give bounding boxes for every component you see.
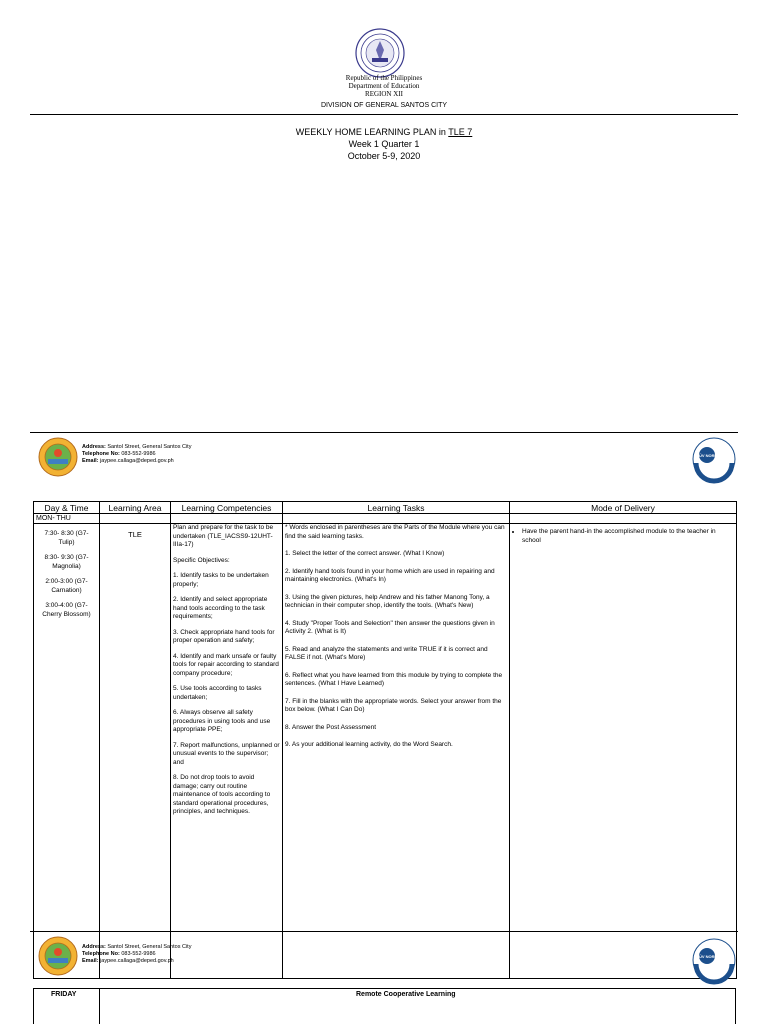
learning-plan-table <box>33 501 737 979</box>
task-item: 2. Identify hand tools found in your home which are used in repairing and maintaining electronics. (What's In) <box>285 567 495 583</box>
competency-item: 6. Always observe all safety procedures in using tools and use appropriate PPE; <box>173 709 271 733</box>
footer2-rule <box>30 931 738 932</box>
footer-telephone: Telephone No: 083-552-9986 <box>82 451 156 457</box>
time-slot: 7:30- 8:30 (G7- Tulip) <box>44 530 89 546</box>
footer2-email: Email: jaypee.callaga@deped.gov.ph <box>82 958 174 964</box>
deped-seal-logo <box>355 28 405 78</box>
time-slot: 3:00-4:00 (G7-Cherry Blossom) <box>42 602 91 618</box>
friday-day: FRIDAY <box>51 991 77 998</box>
day-row <box>34 514 737 524</box>
day-label: MON- THU <box>34 514 100 524</box>
svg-text:ISO 9001: ISO 9001 <box>706 469 722 479</box>
header-republic: Republic of the Philippines <box>345 74 423 82</box>
task-item: 7. Fill in the blanks with the appropriate words. Select your answer from the box below. (What I Can Do) <box>285 697 502 713</box>
learning-competencies <box>171 524 283 979</box>
competency-item: Specific Objectives: <box>173 556 230 564</box>
competency-item: 8. Do not drop tools to avoid damage; carry out routine maintenance of tools according to standard operational procedures, principles, and techniques. <box>173 774 271 815</box>
table-row <box>34 524 737 979</box>
learning-tasks <box>283 524 510 979</box>
header-division: DIVISION OF GENERAL SANTOS CITY <box>320 102 448 109</box>
header-day-time: Day & Time <box>34 502 100 514</box>
division-logo <box>38 936 78 976</box>
plan-week-quarter: Week 1 Quarter 1 <box>348 139 420 149</box>
competency-item: 7. Report malfunctions, unplanned or unusual events to the supervisor; and <box>173 741 280 766</box>
header-learning-competencies: Learning Competencies <box>171 502 283 514</box>
task-item: 4. Study "Proper Tools and Selection" then answer the questions given in Activity 2. (What is It) <box>285 619 495 635</box>
task-item: 1. Select the letter of the correct answer. (What I Know) <box>285 550 445 557</box>
competency-item: 1. Identify tasks to be undertaken properly; <box>173 572 269 588</box>
time-slot: 8:30- 9:30 (G7- Magnolia) <box>44 554 89 570</box>
time-slot: 2:00-3:00 (G7- Carnation) <box>45 578 88 594</box>
table-header-row <box>34 502 737 514</box>
mode-item: • Have the parent hand-in the accomplished module to the teacher in school <box>522 528 734 545</box>
competency-item: 5. Use tools according to tasks undertaken; <box>173 685 262 701</box>
svg-text:TÜV NORD: TÜV NORD <box>696 453 718 458</box>
header-department: Department of Education <box>348 82 420 90</box>
competency-item: 4. Identify and mark unsafe or faulty tools for repair according to standard company procedure; <box>173 652 279 677</box>
task-item: 5. Read and analyze the statements and write TRUE if it is correct and FALSE if not. (What's More) <box>285 645 488 661</box>
competency-item: 3. Check appropriate hand tools for proper operation and safety; <box>173 628 275 644</box>
footer-rule <box>30 432 738 433</box>
mode-of-delivery <box>510 524 737 979</box>
footer-email: Email: jaypee.callaga@deped.gov.ph <box>82 458 174 464</box>
svg-text:ISO 9001: ISO 9001 <box>706 970 722 980</box>
task-item: * Words enclosed in parentheses are the Parts of the Module where you can find the said learning tasks. <box>285 524 505 540</box>
time-slots <box>34 524 100 979</box>
competency-item: 2. Identify and select appropriate hand tools according to the task requirements; <box>173 596 268 620</box>
division-logo <box>38 437 78 477</box>
task-item: 8. Answer the Post Assessment <box>285 723 377 731</box>
plan-title-prefix: WEEKLY HOME LEARNING PLAN in <box>295 127 449 137</box>
footer2-address: Address: Santol Street, General Santos City <box>82 944 192 950</box>
plan-dates: October 5-9, 2020 <box>347 151 421 161</box>
competency-item: Plan and prepare for the task to be undertaken (TLE_IACSS9-12UHT-IIIa-17) <box>173 524 274 548</box>
footer-contact <box>82 444 191 465</box>
header-rule <box>30 114 738 115</box>
friday-left-border <box>33 988 34 1024</box>
svg-text:TÜV NORD: TÜV NORD <box>696 954 718 959</box>
header-learning-area: Learning Area <box>100 502 171 514</box>
friday-mode: Remote Cooperative Learning <box>356 991 456 998</box>
footer-address: Address: Santol Street, General Santos City <box>82 444 192 450</box>
plan-title <box>0 127 768 138</box>
friday-right-border <box>735 988 736 1024</box>
friday-top-rule <box>33 988 736 989</box>
header-region: REGION XII <box>365 90 403 98</box>
learning-area: TLE <box>100 524 171 979</box>
task-item: 3. Using the given pictures, help Andrew and his father Manong Tony, a technician in their computer shop, identify the tools. (What's New) <box>285 593 490 609</box>
header-mode-of-delivery: Mode of Delivery <box>510 502 737 514</box>
friday-row <box>33 991 736 1021</box>
friday-divider <box>99 988 100 1024</box>
task-item: 9. As your additional learning activity, do the Word Search. <box>285 741 453 748</box>
mode-list <box>522 528 734 545</box>
plan-title-subject: TLE 7 <box>448 127 473 137</box>
header-learning-tasks: Learning Tasks <box>283 502 510 514</box>
footer2-telephone: Telephone No: 083-552-9986 <box>82 951 156 957</box>
footer2-contact <box>82 944 192 965</box>
tuv-iso-certification-logo <box>692 938 736 982</box>
tuv-iso-certification-logo <box>692 437 736 481</box>
task-item: 6. Reflect what you have learned from this module by trying to complete the sentences. (What I Have Learned) <box>285 671 503 687</box>
